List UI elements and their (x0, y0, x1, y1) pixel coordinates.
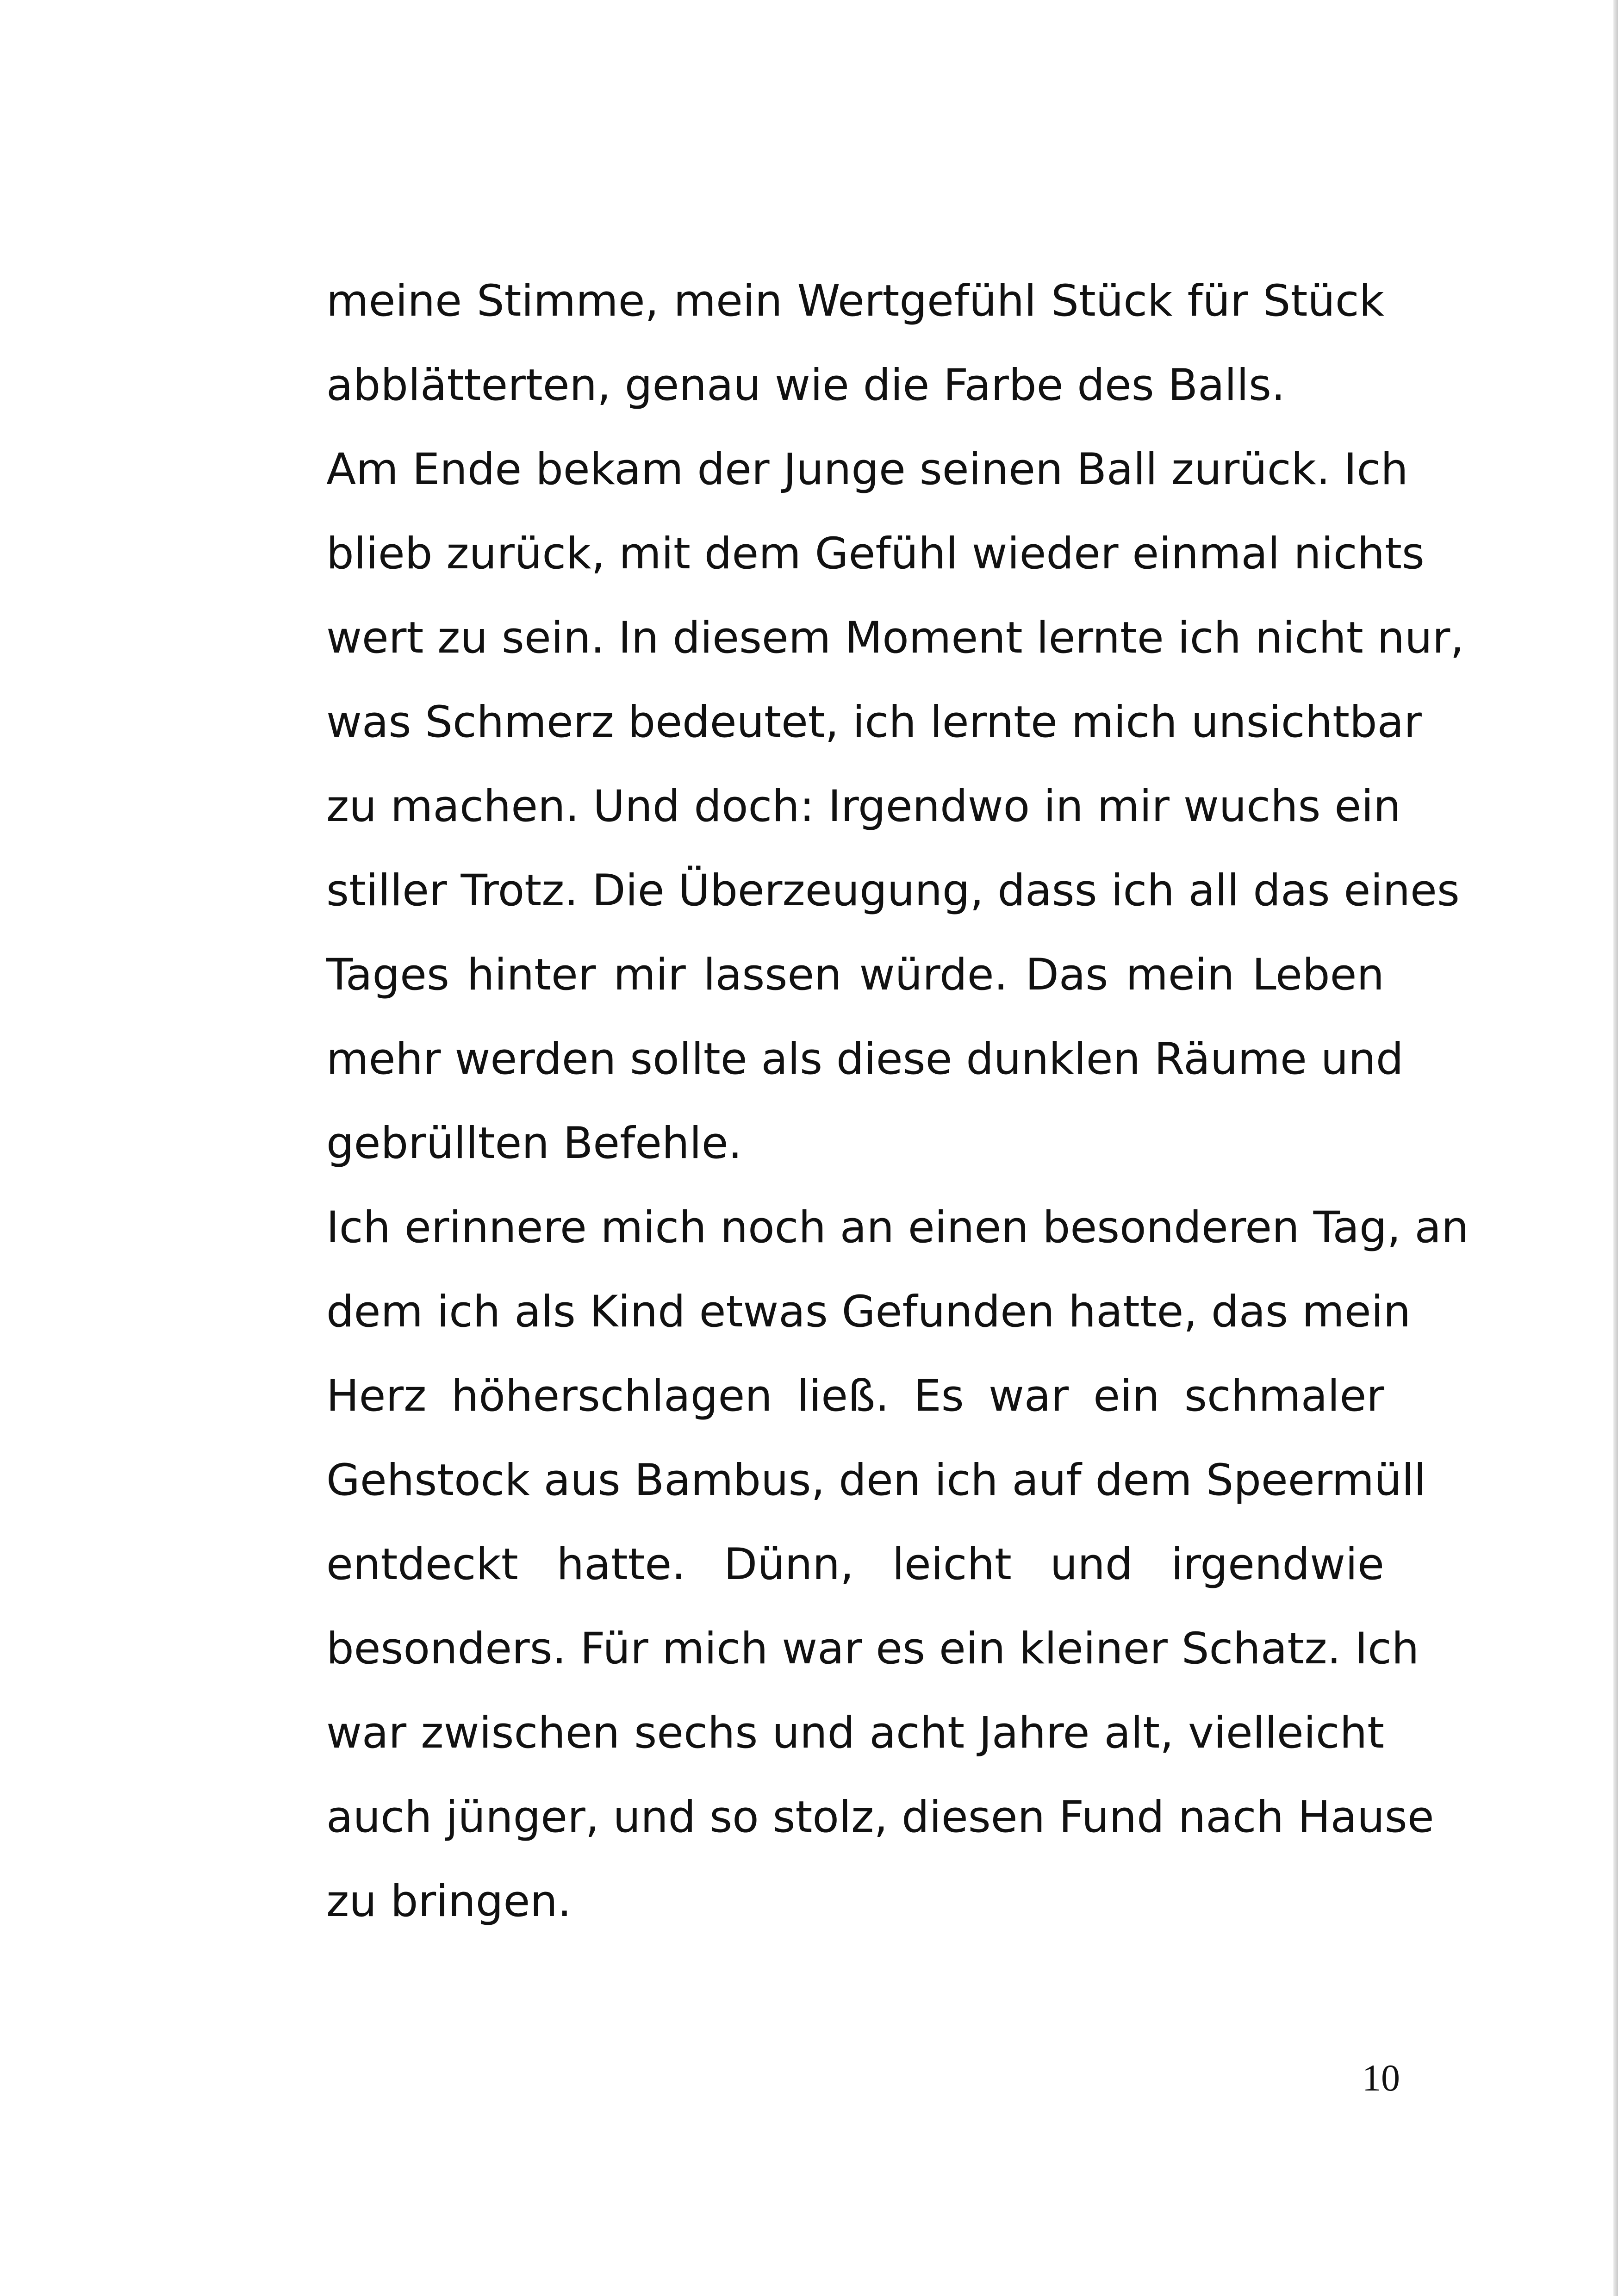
text-line: abblätterten, genau wie die Farbe des Balls. (326, 360, 1285, 411)
text-line: Gehstock aus Bambus, den ich auf dem Speermüll (326, 1455, 1426, 1506)
text-line: mehr werden sollte als diese dunklen Räume und (326, 1034, 1404, 1084)
text-line: Herz höherschlagen ließ. Es war ein schmaler (326, 1371, 1384, 1421)
text-line: stiller Trotz. Die Überzeugung, dass ich all das eines (326, 865, 1460, 916)
text-line: dem ich als Kind etwas Gefunden hatte, das mein (326, 1287, 1411, 1337)
body-text (326, 259, 1469, 1944)
text-line: was Schmerz bedeutet, ich lernte mich unsichtbar (326, 697, 1422, 747)
page-edge-shadow (1613, 0, 1618, 2296)
text-line: zu machen. Und doch: Irgendwo in mir wuchs ein (326, 781, 1401, 832)
text-line: war zwischen sechs und acht Jahre alt, vielleicht (326, 1708, 1384, 1758)
text-line: Ich erinnere mich noch an einen besonderen Tag, an (326, 1202, 1469, 1253)
text-line: blieb zurück, mit dem Gefühl wieder einmal nichts (326, 529, 1425, 579)
text-line: besonders. Für mich war es ein kleiner Schatz. Ich (326, 1624, 1419, 1674)
text-line: zu bringen. (326, 1876, 572, 1927)
text-line: wert zu sein. In diesem Moment lernte ich nicht nur, (326, 613, 1464, 663)
page-number: 10 (1362, 2057, 1400, 2099)
text-line: auch jünger, und so stolz, diesen Fund nach Hause (326, 1792, 1434, 1842)
text-line: Am Ende bekam der Junge seinen Ball zurück. Ich (326, 444, 1408, 495)
text-line: meine Stimme, mein Wertgefühl Stück für Stück (326, 276, 1384, 326)
text-line: Tages hinter mir lassen würde. Das mein Leben (326, 950, 1384, 1000)
text-line: entdeckt hatte. Dünn, leicht und irgendwie (326, 1539, 1384, 1590)
text-line: gebrüllten Befehle. (326, 1118, 742, 1169)
